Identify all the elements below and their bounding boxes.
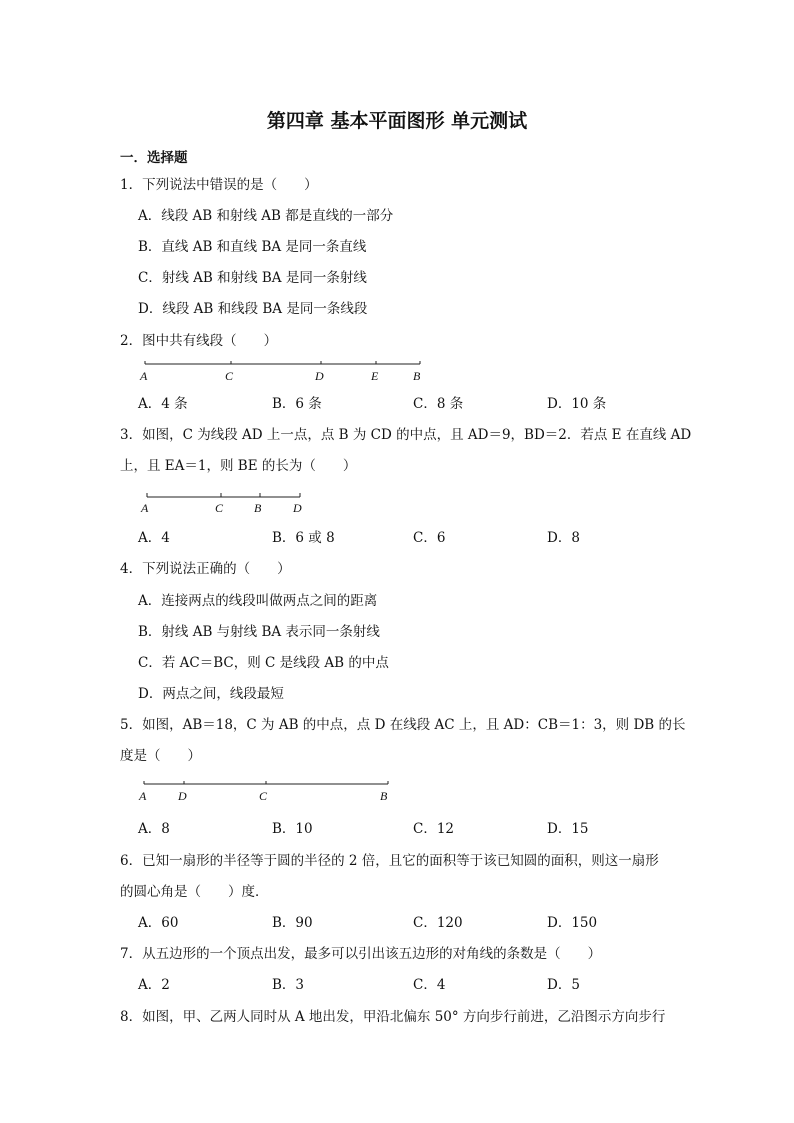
question-5-choice-a: A．8: [138, 821, 170, 837]
question-6-choice-b: B．90: [272, 915, 313, 931]
question-5-stem-line-1: 5．如图，AB＝18，C 为 AB 的中点，点 D 在线段 AC 上，且 AD：CB＝1：3，则 DB 的长: [120, 717, 686, 733]
point-label-e: E: [371, 369, 379, 383]
question-3-choice-d: D．8: [547, 530, 580, 546]
question-3-choice-a: A．4: [138, 530, 170, 546]
question-1-option-c: C．射线 AB 和射线 BA 是同一条射线: [138, 270, 367, 286]
question-6-stem-line-2: 的圆心角是（ ）度．: [120, 884, 269, 900]
point-label-d: D: [315, 369, 324, 383]
question-7-stem: 7．从五边形的一个顶点出发，最多可以引出该五边形的对角线的条数是（ ）: [120, 946, 602, 962]
point-label-d: D: [293, 501, 302, 515]
question-2-choice-c: C．8 条: [413, 396, 464, 412]
question-4-option-a: A．连接两点的线段叫做两点之间的距离: [138, 593, 378, 609]
question-5-choice-b: B．10: [272, 821, 313, 837]
point-label-b: B: [380, 789, 388, 803]
question-3-choice-b: B．6 或 8: [272, 530, 335, 546]
point-label-b: B: [254, 501, 262, 515]
point-label-c: C: [215, 501, 224, 515]
question-2-stem: 2．图中共有线段（ ）: [120, 333, 278, 349]
question-4-stem: 4．下列说法正确的（ ）: [120, 561, 291, 577]
question-3-choice-c: C．6: [413, 530, 446, 546]
question-1-stem: 1．下列说法中错误的是（ ）: [120, 177, 318, 193]
question-1-option-d: D．线段 AB 和线段 BA 是同一条线段: [138, 301, 368, 317]
question-8-stem: 8．如图，甲、乙两人同时从 A 地出发，甲沿北偏东 50° 方向步行前进，乙沿图示方向步行: [120, 1009, 666, 1025]
question-2-figure: [130, 356, 440, 386]
question-5-choice-c: C．12: [413, 821, 455, 837]
question-2-choice-a: A．4 条: [138, 396, 188, 412]
question-6-choice-d: D．150: [547, 915, 598, 931]
question-1-option-a: A．线段 AB 和射线 AB 都是直线的一部分: [138, 208, 394, 224]
point-label-c: C: [225, 369, 234, 383]
question-5-choice-d: D．15: [547, 821, 589, 837]
question-3-stem-line-2: 上，且 EA＝1，则 BE 的长为（ ）: [120, 458, 357, 474]
question-7-choice-d: D．5: [547, 977, 580, 993]
question-6-choice-c: C．120: [413, 915, 463, 931]
question-7-choice-b: B．3: [272, 977, 305, 993]
point-label-a: A: [141, 501, 149, 515]
question-2-choice-b: B．6 条: [272, 396, 322, 412]
question-4-option-c: C．若 AC＝BC，则 C 是线段 AB 的中点: [138, 655, 389, 671]
question-7-choice-c: C．4: [413, 977, 446, 993]
question-4-option-d: D．两点之间，线段最短: [138, 686, 284, 702]
point-label-a: A: [139, 789, 147, 803]
question-3-stem-line-1: 3．如图，C 为线段 AD 上一点，点 B 为 CD 的中点，且 AD＝9，BD＝2．若点 E 在直线 AD: [120, 427, 692, 443]
point-label-a: A: [140, 369, 148, 383]
question-3-figure: [130, 488, 330, 518]
question-5-stem-line-2: 度是（ ）: [120, 748, 201, 764]
question-7-choice-a: A．2: [138, 977, 170, 993]
question-5-figure: [130, 776, 410, 806]
question-6-stem-line-1: 6．已知一扇形的半径等于圆的半径的 2 倍，且它的面积等于该已知圆的面积，则这一扇形: [120, 853, 659, 869]
question-4-option-b: B．射线 AB 与射线 BA 表示同一条射线: [138, 624, 380, 640]
section-heading: 一．选择题: [120, 150, 188, 166]
question-6-choice-a: A．60: [138, 915, 179, 931]
point-label-d: D: [178, 789, 187, 803]
page-title: 第四章 基本平面图形 单元测试: [266, 110, 528, 132]
point-label-b: B: [413, 369, 421, 383]
question-1-option-b: B．直线 AB 和直线 BA 是同一条直线: [138, 239, 367, 255]
point-label-c: C: [259, 789, 268, 803]
question-2-choice-d: D．10 条: [547, 396, 607, 412]
